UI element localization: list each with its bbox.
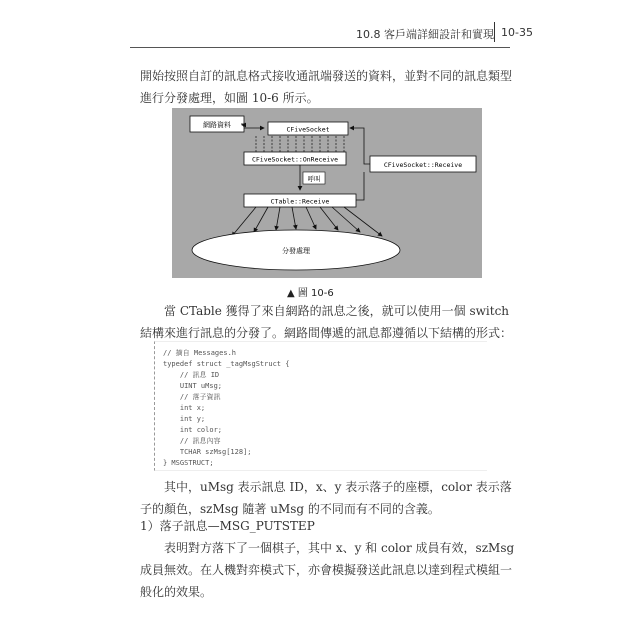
code-line: int x; bbox=[163, 404, 206, 412]
code-line: // 落子資訊 bbox=[163, 393, 221, 401]
page-header bbox=[0, 0, 640, 48]
page-number: 10-35 bbox=[501, 26, 533, 39]
arrow-receive-loop bbox=[350, 128, 370, 164]
code-line: TCHAR szMsg[128]; bbox=[163, 448, 252, 456]
header-title: 10.8 客戶端詳細設計和實現 bbox=[356, 28, 494, 41]
header-rule bbox=[130, 47, 510, 48]
socket-label: CFiveSocket bbox=[286, 125, 330, 134]
body-paragraph-3: 其中，uMsg 表示訊息 ID，x、y 表示落子的座標，color 表示落子的顏色，szMsg 隨著 uMsg 的不同而有不同的含義。 bbox=[140, 480, 512, 516]
flow-diagram bbox=[172, 108, 482, 278]
code-line: } MSGSTRUCT; bbox=[163, 459, 214, 467]
code-line: // 訊息內容 bbox=[163, 437, 221, 445]
body-paragraph-2: 當 CTable 獲得了來自網路的訊息之後，就可以使用一個 switch 結構來進行訊息的分發了。網路間傳遞的訊息都遵循以下結構的形式： bbox=[140, 304, 513, 340]
figure-10-6 bbox=[172, 108, 482, 278]
code-line: typedef struct _tagMsgStruct { bbox=[163, 360, 290, 368]
socket-receive-label: CFiveSocket::Receive bbox=[383, 161, 463, 169]
header-separator bbox=[494, 22, 495, 42]
code-line: int y; bbox=[163, 415, 206, 423]
code-listing bbox=[154, 341, 487, 471]
code-line: UINT uMsg; bbox=[163, 382, 223, 390]
on-receive-label: CFiveSocket::OnReceive bbox=[251, 155, 339, 164]
code-line: int color; bbox=[163, 426, 223, 434]
figure-caption: ▲ 圖 10-6 bbox=[287, 288, 334, 299]
net-data-label: 網路資料 bbox=[203, 121, 231, 129]
arrow-table-to-socket bbox=[356, 172, 364, 200]
code-line: // 訊息 ID bbox=[163, 371, 220, 379]
code-line: // 摘自 Messages.h bbox=[163, 349, 237, 357]
body-paragraph-4: 表明對方落下了一個棋子，其中 x、y 和 color 成員有效，szMsg 成員無效。在人機對弈模式下，亦會模擬發送此訊息以達到程式模組一般化的效果。 bbox=[140, 541, 515, 599]
dispatch-label: 分發處理 bbox=[282, 247, 310, 255]
table-receive-label: CTable::Receive bbox=[270, 197, 330, 206]
data-stream-lines bbox=[256, 136, 344, 152]
section-heading: 1）落子訊息—MSG_PUTSTEP bbox=[140, 519, 315, 533]
intro-paragraph: 開始按照自訂的訊息格式接收通訊端發送的資料，並對不同的訊息類型進行分發處理，如圖 10-6 所示。 bbox=[140, 69, 513, 105]
call-label: 呼叫 bbox=[307, 175, 321, 183]
